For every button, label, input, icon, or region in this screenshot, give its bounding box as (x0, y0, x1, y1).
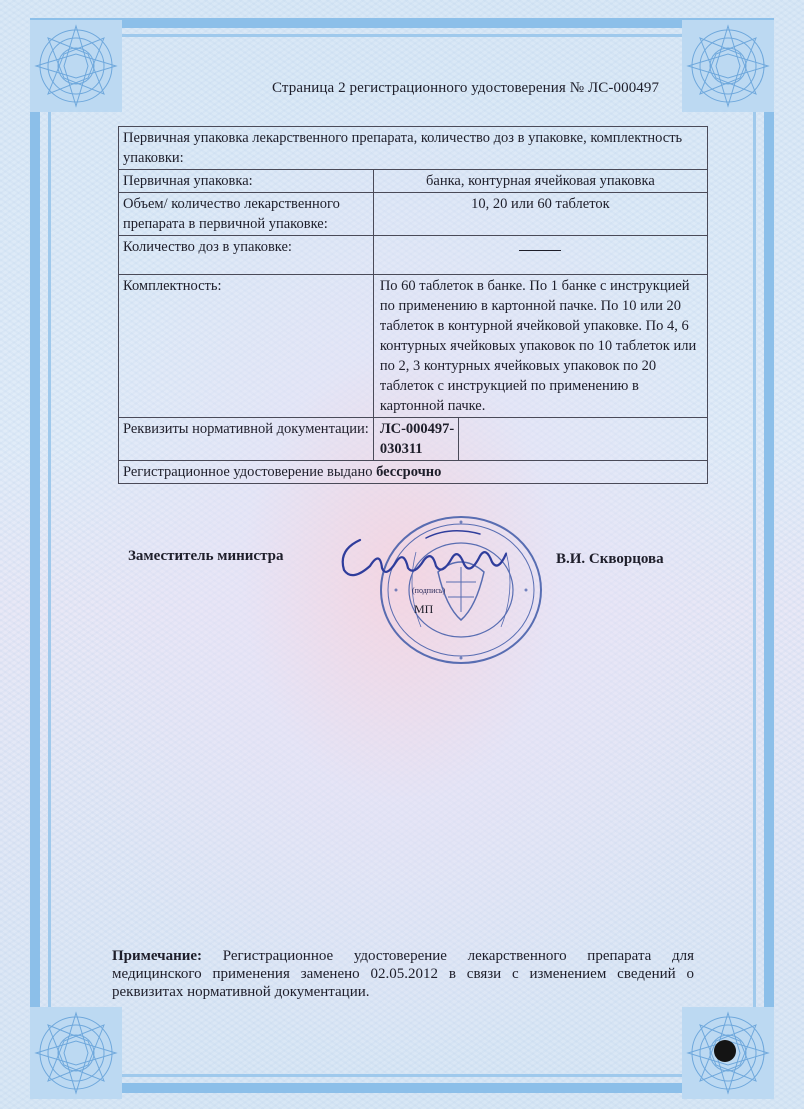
row-value: банка, контурная ячейковая упаковка (373, 170, 707, 193)
issued-cell (119, 461, 708, 484)
row-label: Комплектность: (119, 275, 374, 418)
signer-position: Заместитель министра (128, 548, 284, 564)
seal-place-label: МП (414, 602, 434, 616)
signature-icon (330, 520, 520, 590)
requisites-value-cell (373, 418, 707, 461)
page-title: Страница 2 регистрационного удостоверения № ЛС-000497 (272, 80, 660, 96)
footnote-text: Регистрационное удостоверение лекарственного препарата для медицинского применения заменено 02.05.2012 в связи с изменением сведений о реквизитах нормативной документации. (112, 948, 695, 1000)
row-label: Первичная упаковка: (119, 170, 374, 193)
footnote-label: Примечание: (112, 948, 203, 964)
corner-rosette-icon (30, 20, 122, 112)
table-row (119, 193, 708, 236)
row-value-empty (373, 236, 707, 275)
table-row (119, 236, 708, 275)
corner-rosette-icon (682, 20, 774, 112)
row-label: Количество доз в упаковке: (119, 236, 374, 275)
table-row (119, 127, 708, 170)
dash-line (519, 250, 561, 251)
issued-label: Регистрационное удостоверение выдано (123, 464, 373, 480)
corner-rosette-icon (30, 1007, 122, 1099)
signer-name: В.И. Скворцова (556, 551, 664, 567)
table-row (119, 170, 708, 193)
packaging-table (118, 126, 708, 484)
table-row (119, 418, 708, 461)
signature-caption: (подпись) (412, 586, 446, 595)
issued-value: бессрочно (376, 464, 442, 480)
requisites-cell (119, 418, 374, 461)
section-title: Первичная упаковка лекарственного препарата, количество доз в упаковке, комплектность упаковки: (119, 127, 708, 170)
row-value: 10, 20 или 60 таблеток (373, 193, 707, 236)
table-row (119, 461, 708, 484)
footnote (112, 947, 694, 1001)
table-row (119, 275, 708, 418)
punch-hole (714, 1040, 736, 1062)
requisites-value: ЛС-000497-030311 (374, 418, 459, 460)
requisites-label: Реквизиты нормативной документации: (123, 421, 369, 437)
row-value: По 60 таблеток в банке. По 1 банке с инструкцией по применению в картонной пачке. По 10 или 20 таблеток в контурной ячейковой упаковке. По 4, 6 контурных ячейковых упаковок по 10 таблеток или по 2, 3 контурных ячейковых упаковок по 20 таблеток с инструкцией по применению в картонной пачке. (373, 275, 707, 418)
row-label: Объем/ количество лекарственного препарата в первичной упаковке: (119, 193, 374, 236)
